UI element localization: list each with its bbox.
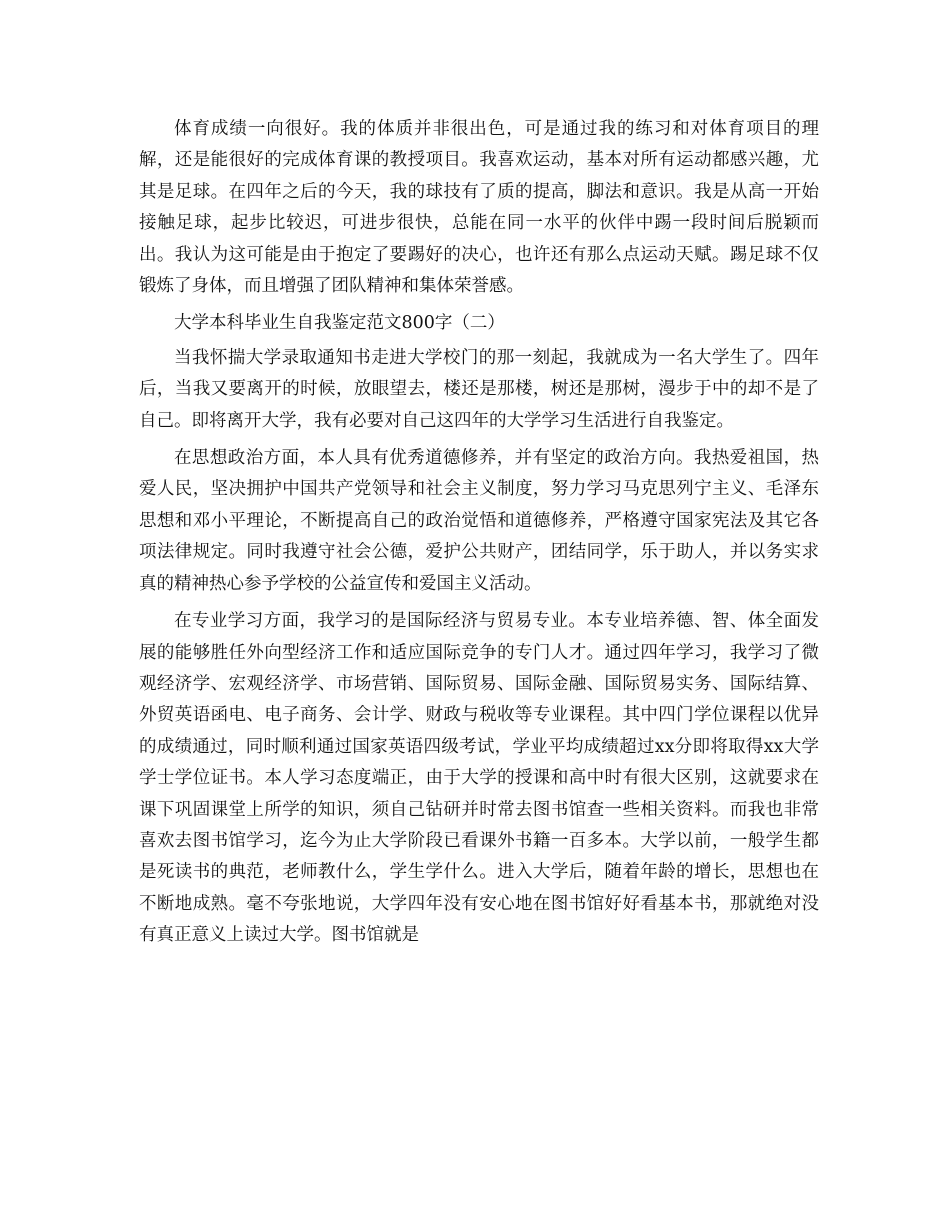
paragraph-politics: 在思想政治方面，本人具有优秀道德修养，并有坚定的政治方向。我热爱祖国，热爱人民，坚决拥护中国共产党领导和社会主义制度，努力学习马克思列宁主义、毛泽东思想和邓小平理论，不断提高自己的政治觉悟和道德修养，严格遵守国家宪法及其它各项法律规定。同时我遵守社会公德，爱护公共财产，团结同学，乐于助人，并以务实求真的精神热心参予学校的公益宣传和爱国主义活动。 — [139, 448, 819, 594]
paragraph-study: 在专业学习方面，我学习的是国际经济与贸易专业。本专业培养德、智、体全面发展的能够胜任外向型经济工作和适应国际竞争的专门人才。通过四年学习，我学习了微观经济学、宏观经济学、市场营销、国际贸易、国际金融、国际贸易实务、国际结算、外贸英语函电、电子商务、会计学、财政与税收等专业课程。其中四门学位课程以优异的成绩通过，同时顺利通过国家英语四级考试，学业平均成绩超过xx分即将取得xx大学学士学位证书。本人学习态度端正，由于大学的授课和高中时有很大区别，这就要求在课下巩固课堂上所学的知识，须自己钻研并时常去图书馆查一些相关资料。而我也非常喜欢去图书馆学习，迄今为止大学阶段已看课外书籍一百多本。大学以前，一般学生都是死读书的典范，老师教什么，学生学什么。进入大学后，随着年龄的增长，思想也在不断地成熟。毫不夸张地说，大学四年没有安心地在图书馆好好看基本书，那就绝对没有真正意义上读过大学。图书馆就是 — [139, 611, 819, 946]
document-body — [139, 114, 819, 958]
paragraph-intro: 当我怀揣大学录取通知书走进大学校门的那一刻起，我就成为一名大学生了。四年后，当我又要离开的时候，放眼望去，楼还是那楼，树还是那树，漫步于中的却不是了自己。即将离开大学，我有必要对自己这四年的大学学习生活进行自我鉴定。 — [139, 347, 819, 431]
section-heading: 大学本科毕业生自我鉴定范文800字（二） — [174, 313, 505, 334]
paragraph-sports: 体育成绩一向很好。我的体质并非很出色，可是通过我的练习和对体育项目的理解，还是能很好的完成体育课的教授项目。我喜欢运动，基本对所有运动都感兴趣，尤其是足球。在四年之后的今天，我的球技有了质的提高，脚法和意识。我是从高一开始接触足球，起步比较迟，可进步很快，总能在同一水平的伙伴中踢一段时间后脱颖而出。我认为这可能是由于抱定了要踢好的决心，也许还有那么点运动天赋。踢足球不仅锻炼了身体，而且增强了团队精神和集体荣誉感。 — [139, 119, 819, 297]
